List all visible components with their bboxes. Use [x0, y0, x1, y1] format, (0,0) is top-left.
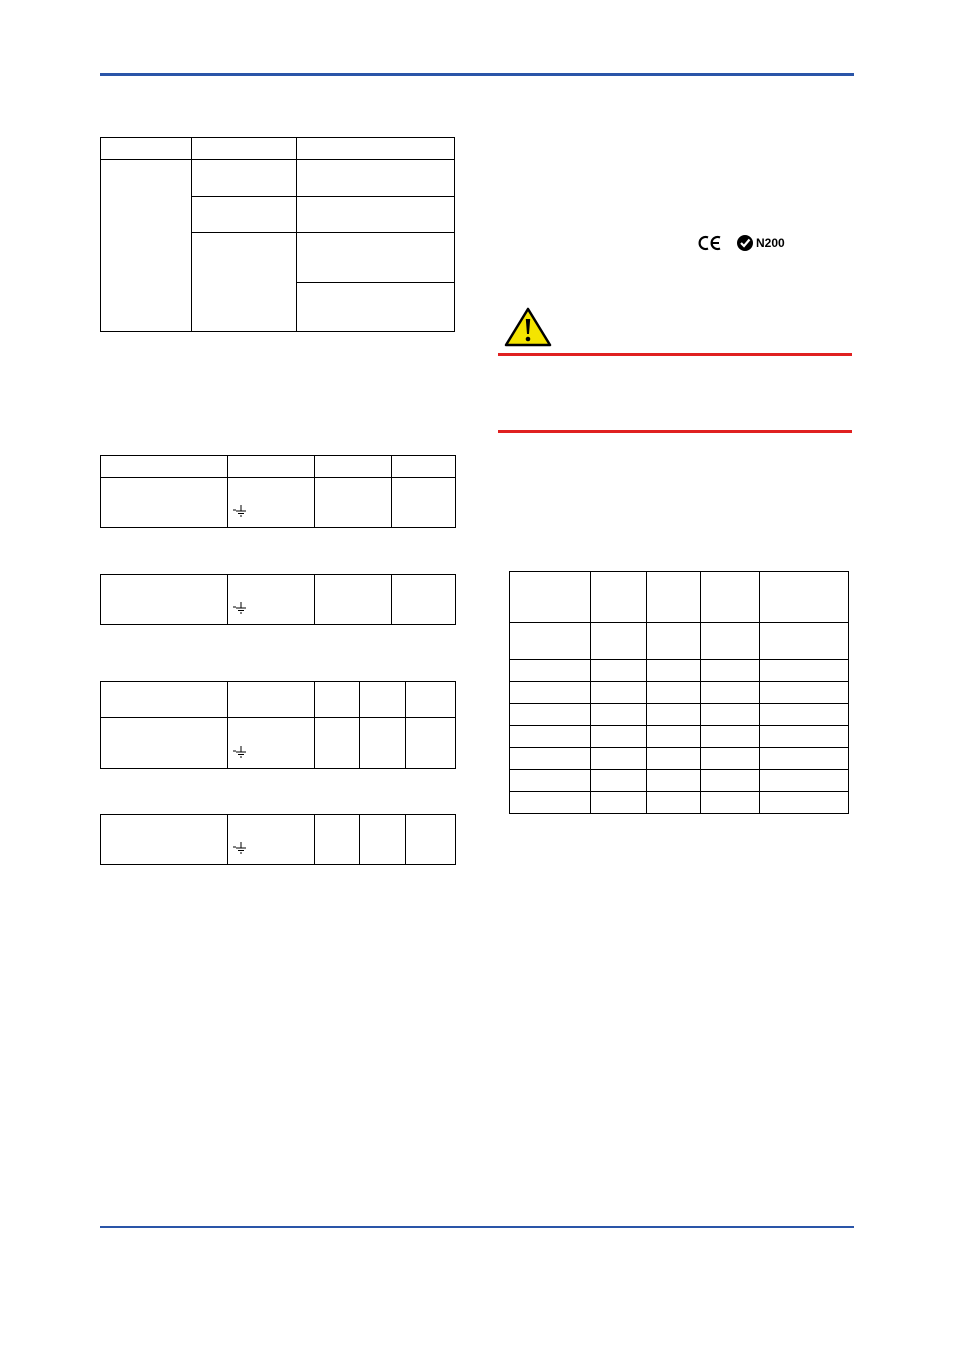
c-tick-icon	[736, 234, 754, 252]
table-header-cell	[297, 138, 455, 160]
table-header-cell	[101, 138, 192, 160]
table-cell	[647, 682, 701, 704]
table-cell	[510, 726, 591, 748]
table-cell	[760, 704, 849, 726]
table-cell	[228, 575, 315, 625]
table-header-cell	[510, 572, 591, 623]
table-cell	[760, 623, 849, 660]
table-cell	[760, 726, 849, 748]
table-cell	[406, 718, 456, 769]
table-cell	[701, 704, 760, 726]
spec-table-b	[100, 455, 456, 528]
table-cell	[360, 815, 406, 865]
table-cell	[591, 748, 647, 770]
table-cell	[392, 478, 456, 528]
table-cell	[192, 233, 297, 332]
table-cell	[591, 770, 647, 792]
table-cell	[101, 718, 228, 769]
table-header-cell	[101, 456, 228, 478]
table-cell	[228, 815, 315, 865]
table-cell	[510, 792, 591, 814]
table-cell	[760, 770, 849, 792]
table-cell	[647, 792, 701, 814]
table-cell	[701, 623, 760, 660]
table-cell	[510, 682, 591, 704]
table-cell	[297, 233, 455, 283]
table-cell	[510, 623, 591, 660]
table-cell	[701, 770, 760, 792]
table-cell	[297, 197, 455, 233]
table-header-cell	[406, 682, 456, 718]
spec-table-e	[100, 814, 456, 865]
table-cell	[591, 660, 647, 682]
table-cell	[647, 623, 701, 660]
ground-symbol-icon	[233, 746, 247, 758]
table-cell	[591, 623, 647, 660]
table-cell	[591, 704, 647, 726]
table-cell	[647, 704, 701, 726]
table-header-cell	[315, 682, 360, 718]
table-cell	[701, 748, 760, 770]
certification-marks	[698, 232, 785, 254]
table-cell	[297, 283, 455, 332]
table-header-cell	[228, 456, 315, 478]
table-cell	[360, 718, 406, 769]
table-cell	[192, 197, 297, 233]
table-header-cell	[647, 572, 701, 623]
table-cell	[591, 792, 647, 814]
table-cell	[647, 726, 701, 748]
footer-rule	[100, 1226, 854, 1228]
table-cell	[701, 726, 760, 748]
caution-bottom-rule	[498, 430, 852, 433]
spec-table-d	[100, 681, 456, 769]
table-cell	[315, 478, 392, 528]
table-cell	[101, 160, 192, 332]
table-cell	[192, 160, 297, 197]
table-cell	[591, 726, 647, 748]
table-header-cell	[101, 682, 228, 718]
table-cell	[228, 478, 315, 528]
caution-top-rule	[498, 353, 852, 356]
table-cell	[101, 575, 228, 625]
table-cell	[510, 770, 591, 792]
table-cell	[510, 660, 591, 682]
spec-table-a	[100, 137, 455, 332]
table-cell	[647, 660, 701, 682]
table-cell	[591, 682, 647, 704]
table-header-cell	[228, 682, 315, 718]
table-cell	[760, 792, 849, 814]
table-cell	[101, 815, 228, 865]
table-cell	[392, 575, 456, 625]
ce-mark-icon	[698, 235, 724, 251]
table-header-cell	[760, 572, 849, 623]
table-header-cell	[192, 138, 297, 160]
table-cell	[701, 682, 760, 704]
table-cell	[315, 575, 392, 625]
spec-table-c	[100, 574, 456, 625]
warning-triangle-icon	[503, 306, 553, 348]
table-cell	[647, 770, 701, 792]
spec-table-right	[509, 571, 849, 814]
table-cell	[760, 660, 849, 682]
table-cell	[510, 748, 591, 770]
table-header-cell	[701, 572, 760, 623]
table-header-cell	[315, 456, 392, 478]
ground-symbol-icon	[233, 842, 247, 854]
c-tick-code: N200	[756, 236, 785, 250]
table-cell	[510, 704, 591, 726]
table-cell	[406, 815, 456, 865]
table-header-cell	[392, 456, 456, 478]
table-cell	[647, 748, 701, 770]
table-header-cell	[360, 682, 406, 718]
table-cell	[701, 792, 760, 814]
table-cell	[760, 682, 849, 704]
table-cell	[701, 660, 760, 682]
ground-symbol-icon	[233, 602, 247, 614]
table-header-cell	[591, 572, 647, 623]
table-cell	[101, 478, 228, 528]
header-rule	[100, 73, 854, 76]
table-cell	[315, 718, 360, 769]
table-cell	[760, 748, 849, 770]
table-cell	[315, 815, 360, 865]
ground-symbol-icon	[233, 505, 247, 517]
table-cell	[228, 718, 315, 769]
table-cell	[297, 160, 455, 197]
